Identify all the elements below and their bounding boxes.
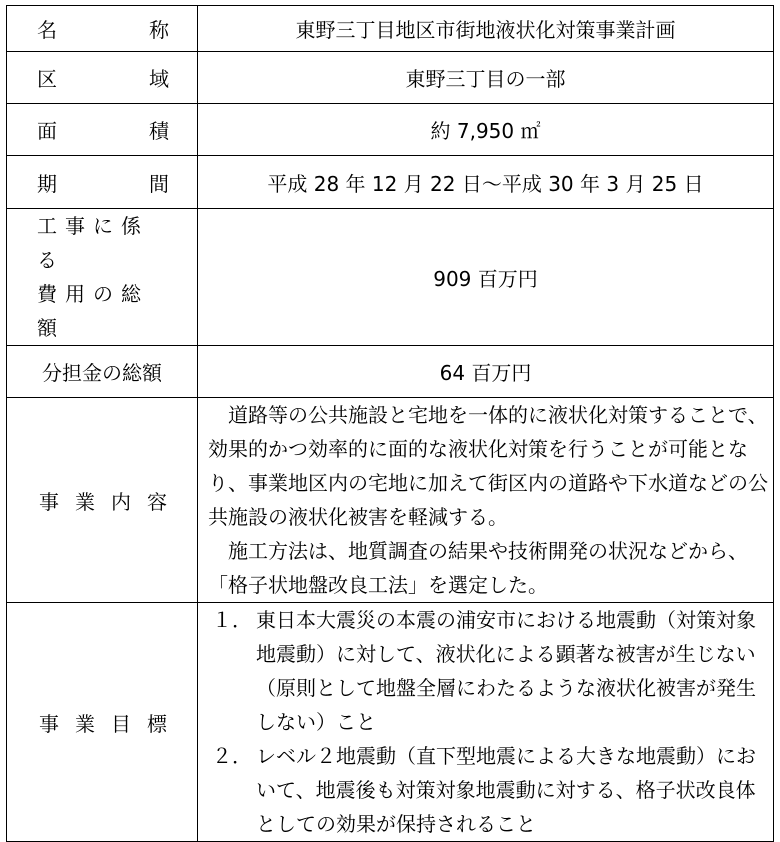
label-char: 区 bbox=[37, 67, 57, 91]
label-char: 標 bbox=[147, 711, 167, 736]
list-text: レベル２地震動（直下型地震による大きな地震動）において、地震後も対策対象地震動に対する、格子状改良体としての効果が保持されること bbox=[256, 744, 756, 836]
label-char: 面 bbox=[37, 119, 57, 143]
row-content bbox=[7, 398, 774, 603]
label-cell bbox=[7, 398, 198, 603]
row-area bbox=[7, 52, 774, 104]
label-char: 内 bbox=[111, 489, 131, 514]
list-number: １． bbox=[212, 608, 252, 632]
paragraph: 道路等の公共施設と宅地を一体的に液状化対策することで、効果的かつ効率的に面的な液状化対策を行うことが可能となり、事業地区内の宅地に加えて街区内の道路や下水道などの公共施設の液状化被害を軽減する。 bbox=[208, 403, 768, 529]
label-cell bbox=[7, 52, 198, 104]
row-goal bbox=[7, 603, 774, 842]
label-char: 期 bbox=[37, 171, 57, 196]
row-cost bbox=[7, 209, 774, 346]
goal-list bbox=[198, 603, 773, 841]
value-cell: 64 百万円 bbox=[198, 346, 774, 398]
label-cell bbox=[7, 209, 198, 346]
label-cell bbox=[7, 156, 198, 209]
label-cell bbox=[7, 603, 198, 842]
value-cell: 平成 28 年 12 月 22 日～平成 30 年 3 月 25 日 bbox=[198, 156, 774, 209]
row-name bbox=[7, 6, 774, 52]
label-line: 工事に係る bbox=[37, 214, 149, 272]
value-cell: 909 百万円 bbox=[198, 209, 774, 346]
label-cell bbox=[7, 6, 198, 52]
label-char: 間 bbox=[149, 171, 169, 196]
list-item bbox=[212, 739, 765, 841]
row-period bbox=[7, 156, 774, 209]
label-char: 事 bbox=[39, 489, 59, 514]
label-char: 業 bbox=[75, 711, 95, 736]
paragraph: 施工方法は、地質調査の結果や技術開発の状況などから、「格子状地盤改良工法」を選定した。 bbox=[208, 539, 748, 597]
label-cell bbox=[7, 104, 198, 156]
label-char: 名 bbox=[37, 18, 57, 42]
list-text: 東日本大震災の本震の浦安市における地震動（対策対象地震動）に対して、液状化による顕著な被害が生じない（原則として地盤全層にわたるような液状化被害が発生しない）こと bbox=[256, 608, 756, 734]
label-char: 事 bbox=[39, 711, 59, 736]
value-cell: 約 7,950 ㎡ bbox=[198, 104, 774, 156]
row-share bbox=[7, 346, 774, 398]
label-line: 費用の総額 bbox=[37, 282, 149, 340]
label-cell: 分担金の総額 bbox=[7, 346, 198, 398]
value-cell: 東野三丁目の一部 bbox=[198, 52, 774, 104]
content-text-cell bbox=[198, 398, 774, 603]
label-char: 容 bbox=[147, 489, 167, 514]
project-plan-table bbox=[6, 5, 774, 842]
value-cell: 東野三丁目地区市街地液状化対策事業計画 bbox=[198, 6, 774, 52]
label-char: 目 bbox=[111, 711, 131, 736]
label-char: 称 bbox=[149, 18, 169, 42]
label-char: 積 bbox=[149, 119, 169, 143]
list-number: ２． bbox=[212, 744, 252, 768]
row-size bbox=[7, 104, 774, 156]
label-char: 業 bbox=[75, 489, 95, 514]
goal-list-cell bbox=[198, 603, 774, 842]
label-char: 域 bbox=[149, 67, 169, 91]
list-item bbox=[212, 603, 765, 739]
